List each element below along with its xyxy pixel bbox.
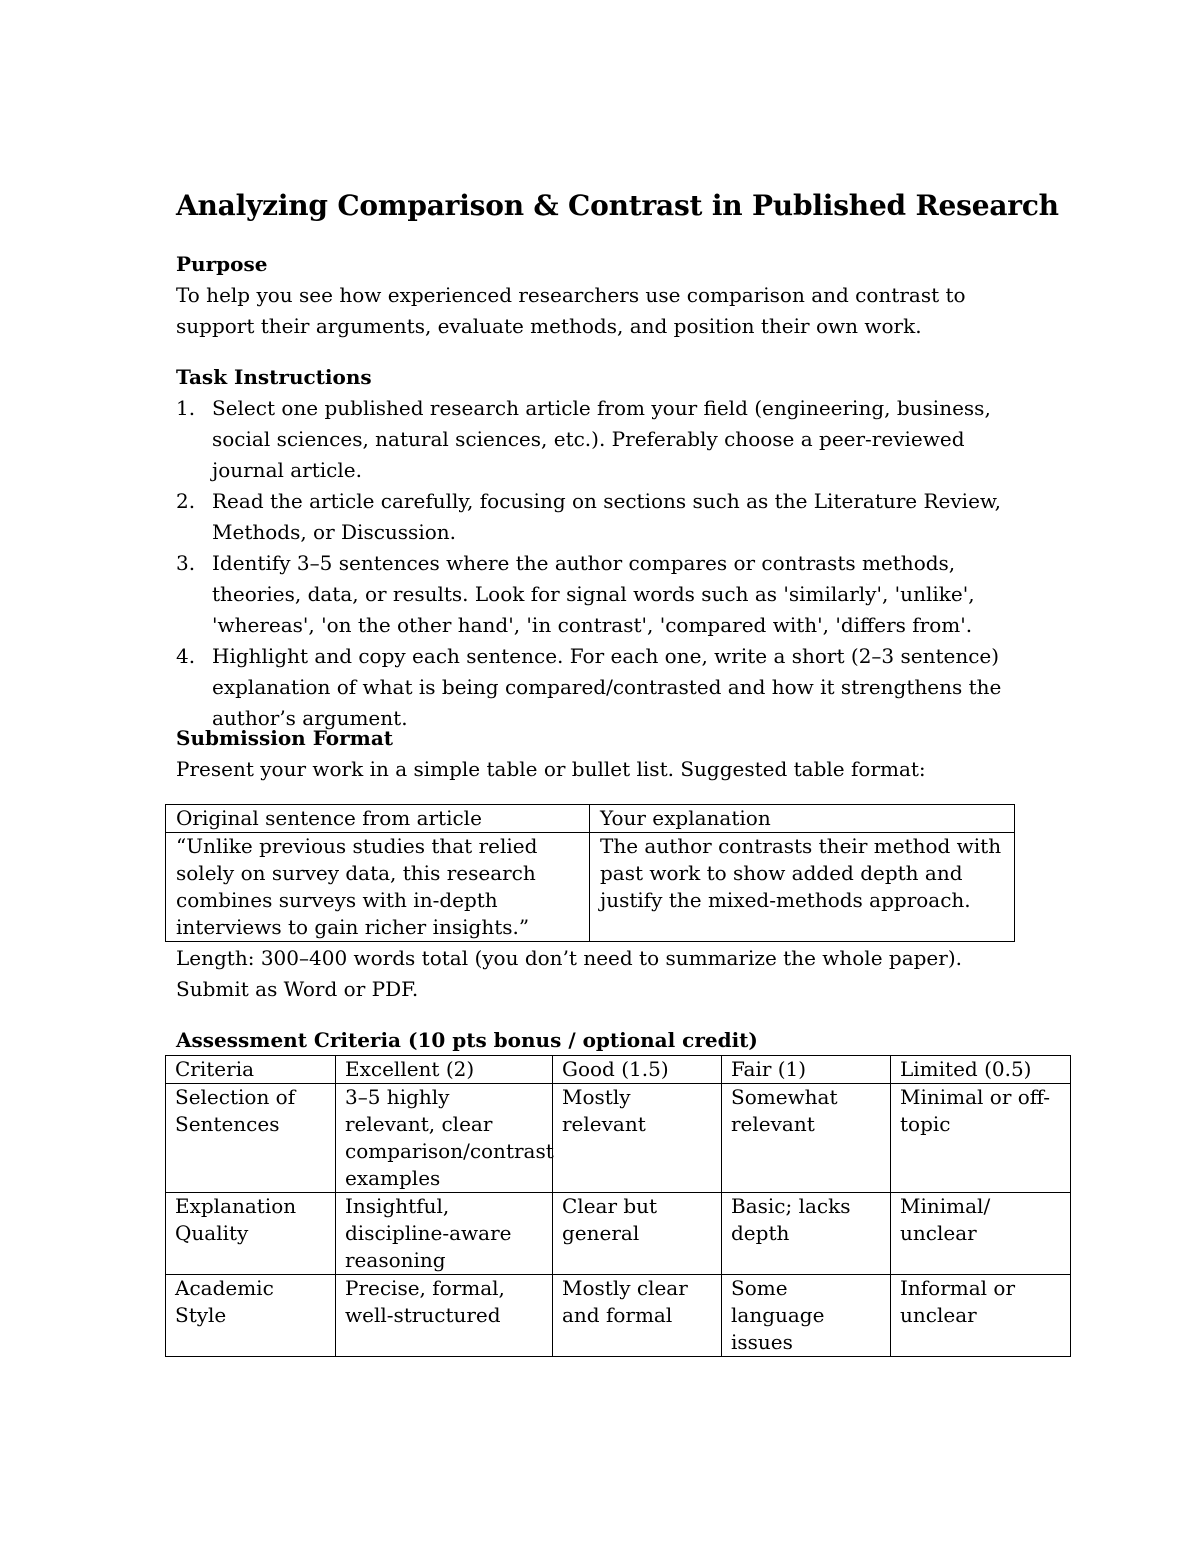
task-item (176, 486, 1036, 548)
assessment-heading: Assessment Criteria (10 pts bonus / optional credit) (176, 1028, 758, 1052)
table-cell: Minimal/ unclear (891, 1193, 1071, 1275)
length-text: Length: 300–400 words total (you don’t need to summarize the whole paper). Submit as Word or PDF. (176, 946, 962, 1001)
table-header-cell: Criteria (166, 1056, 336, 1084)
task-heading: Task Instructions (176, 365, 372, 389)
table-row (166, 833, 1015, 942)
page-title: Analyzing Comparison & Contrast in Published Research (176, 189, 1059, 222)
table-header-cell: Fair (1) (722, 1056, 891, 1084)
table-cell: Academic Style (166, 1275, 336, 1357)
table-cell: The author contrasts their method with past work to show added depth and justify the mixed-methods approach. (590, 833, 1015, 942)
task-item (176, 641, 1036, 734)
task-item-number: 3. (176, 551, 196, 575)
table-header-row (166, 805, 1015, 833)
assessment-table (165, 1055, 1071, 1357)
table-cell: 3–5 highly relevant, clear comparison/contrast examples (336, 1084, 553, 1193)
table-cell: Clear but general (553, 1193, 722, 1275)
table-header-cell: Your explanation (590, 805, 1015, 833)
task-item-text: Identify 3–5 sentences where the author compares or contrasts methods, theories, data, or results. Look for signal words such as 'similarly', 'unlike', 'whereas', 'on the other hand', 'in contrast', 'compared with', 'differs from'. (212, 551, 975, 637)
table-cell: Informal or unclear (891, 1275, 1071, 1357)
task-item-text: Read the article carefully, focusing on sections such as the Literature Review, Methods, or Discussion. (212, 489, 1002, 544)
table-cell: Somewhat relevant (722, 1084, 891, 1193)
table-row (166, 1275, 1071, 1357)
task-list (176, 393, 1036, 734)
table-cell: Minimal or off-topic (891, 1084, 1071, 1193)
table-cell: Basic; lacks depth (722, 1193, 891, 1275)
table-header-cell: Original sentence from article (166, 805, 590, 833)
suggested-format-table (165, 804, 1015, 942)
task-item-number: 1. (176, 396, 196, 420)
table-cell: “Unlike previous studies that relied solely on survey data, this research combines surveys with in-depth interviews to gain richer insights.” (166, 833, 590, 942)
purpose-text: To help you see how experienced researchers use comparison and contrast to support their arguments, evaluate methods, and position their own work. (176, 283, 966, 338)
table-cell: Mostly clear and formal (553, 1275, 722, 1357)
table-header-cell: Limited (0.5) (891, 1056, 1071, 1084)
task-item-number: 2. (176, 489, 196, 513)
submission-heading: Submission Format (176, 726, 394, 750)
table-row (166, 1193, 1071, 1275)
task-item (176, 393, 1036, 486)
table-header-cell: Good (1.5) (553, 1056, 722, 1084)
table-cell: Mostly relevant (553, 1084, 722, 1193)
table-row (166, 1084, 1071, 1193)
table-cell: Selection of Sentences (166, 1084, 336, 1193)
table-cell: Insightful, discipline-aware reasoning (336, 1193, 553, 1275)
task-item (176, 548, 1036, 641)
table-cell: Explanation Quality (166, 1193, 336, 1275)
task-item-text: Select one published research article from your field (engineering, business, social sciences, natural sciences, etc.). Preferably choose a peer-reviewed journal article. (212, 396, 991, 482)
submission-intro: Present your work in a simple table or bullet list. Suggested table format: (176, 757, 926, 781)
task-item-text: Highlight and copy each sentence. For each one, write a short (2–3 sentence) explanation of what is being compared/contrasted and how it strengthens the author’s argument. (212, 644, 1002, 730)
table-header-row (166, 1056, 1071, 1084)
purpose-heading: Purpose (176, 252, 268, 276)
table-cell: Precise, formal, well-structured (336, 1275, 553, 1357)
task-item-number: 4. (176, 644, 196, 668)
table-header-cell: Excellent (2) (336, 1056, 553, 1084)
table-cell: Some language issues (722, 1275, 891, 1357)
